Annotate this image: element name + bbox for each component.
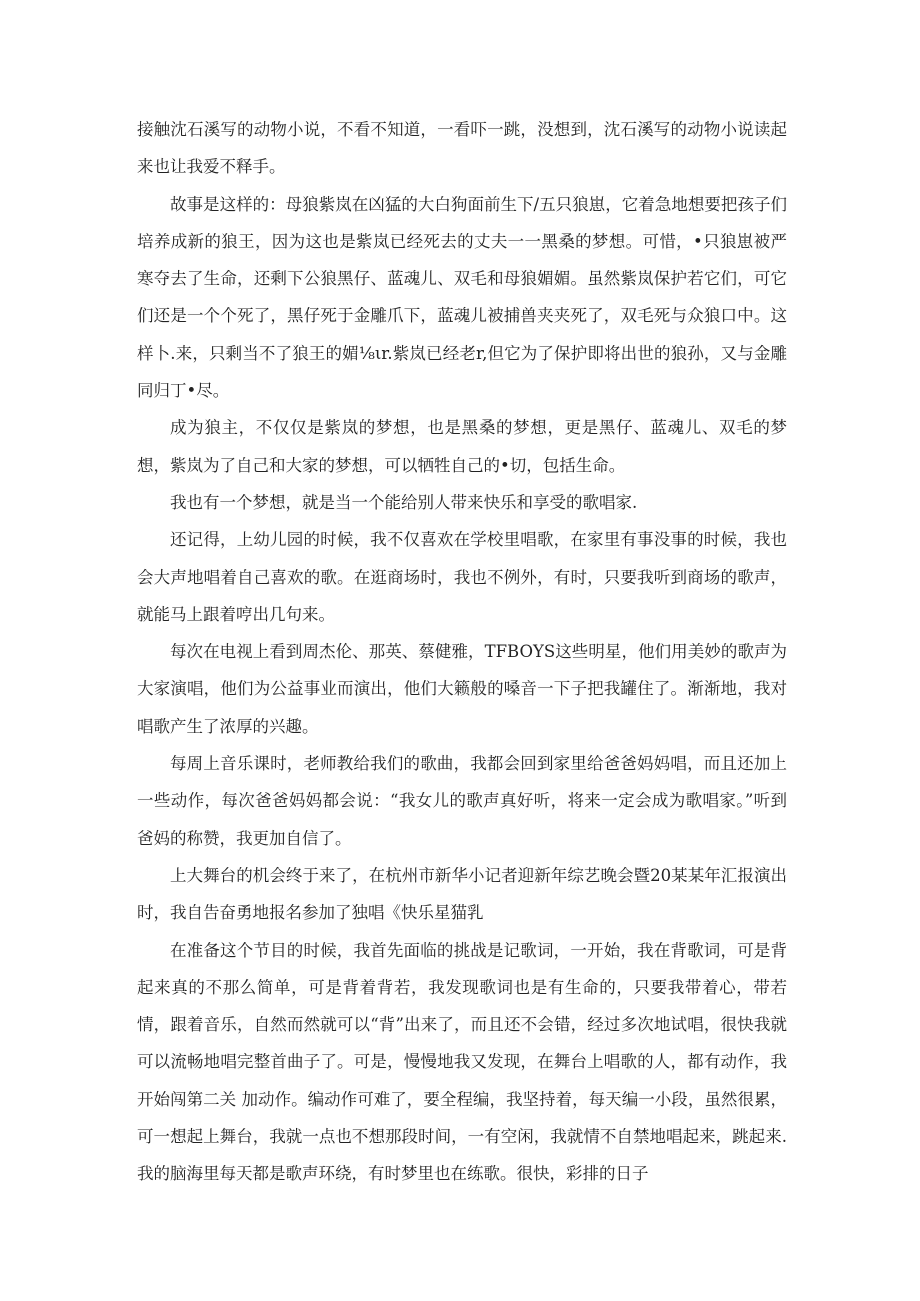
paragraph-4: 我也有一个梦想，就是当一个能给别人带来快乐和享受的歌唱家. [170,492,638,512]
paragraph-2: 故事是这样的：母狼紫岚在凶猛的大白狗面前生下/五只狼崽，它着急地想要把孩子们培养成新的狼王，因为这也是紫岚已经死去的丈夫一一黑桑的梦想。可惜，•只狼崽被严寒夺去了生命，还剩下公狼黑仔、蓝魂儿、双毛和母狼媚媚。虽然紫岚保护若它们，可它们还是一个个死了，黑仔死于金雕爪下，蓝魂儿被捕兽夹夹死了，双毛死与众狼口中。这样卜.来，只剩当不了狼王的媚⅛ιr.紫岚已经老r,但它为了保护即将出世的狼孙，又与金雕同归丁•尽。 [137,194,787,401]
paragraph-5: 还记得，上幼儿园的时候，我不仅喜欢在学校里唱歌，在家里有事没事的时候，我也会大声地唱着自己喜欢的歌。在逛商场时，我也不例外，有时，只要我听到商场的歌声，就能马上跟着哼出几句来。 [137,530,787,624]
paragraph-3: 成为狼主，不仅仅是紫岚的梦想，也是黑桑的梦想，更是黑仔、蓝魂儿、双毛的梦想，紫岚为了自己和大家的梦想，可以牺牲自己的•切，包括生命。 [137,418,787,475]
article-body [137,111,787,1193]
paragraph-6: 每次在电视上看到周杰伦、那英、蔡健雅，TFBOYS这些明星，他们用美妙的歌声为大家演唱，他们为公益事业而演出，他们大籁般的嗓音一下子把我罐住了。渐渐地，我对唱歌产生了浓厚的兴趣。 [137,642,787,736]
paragraph-8: 上大舞台的机会终于来了，在杭州市新华小记者迎新年综艺晚会暨20某某年汇报演出时，我自告奋勇地报名参加了独唱《快乐星猫乳 [137,865,787,923]
paragraph-9: 在准备这个节目的时候，我首先面临的挑战是记歌词，一开始，我在背歌词，可是背起来真的不那么简单，可是背着背若，我发现歌词也是有生命的，只要我带着心，带若情，跟着音乐，自然而然就可以“背”出来了，而且还不会错，经过多次地试唱，很快我就可以流畅地唱完整首曲子了。可是，慢慢地我又发现，在舞台上唱歌的人，都有动作，我开始闯第二关 加动作。编动作可难了，要全程编，我坚持着，每天编一小段，虽然很累，可一想起上舞台，我就一点也不想那段时间，一有空闲，我就情不自禁地唱起来，跳起来.我的脑海里每天都是歌声环绕，有时梦里也在练歌。很快，彩排的日子 [137,940,787,1184]
paragraph-7: 每周上音乐课时，老师教给我们的歌曲，我都会回到家里给爸爸妈妈唱，而且还加上一些动作，每次爸爸妈妈都会说：“我女儿的歌声真好听，将来一定会成为歌唱家。”听到爸妈的称赞，我更加自信了。 [137,754,787,848]
paragraph-1: 接触沈石溪写的动物小说，不看不知道，一看吓一跳，没想到，沈石溪写的动物小说读起来也让我爱不释手。 [137,120,787,177]
